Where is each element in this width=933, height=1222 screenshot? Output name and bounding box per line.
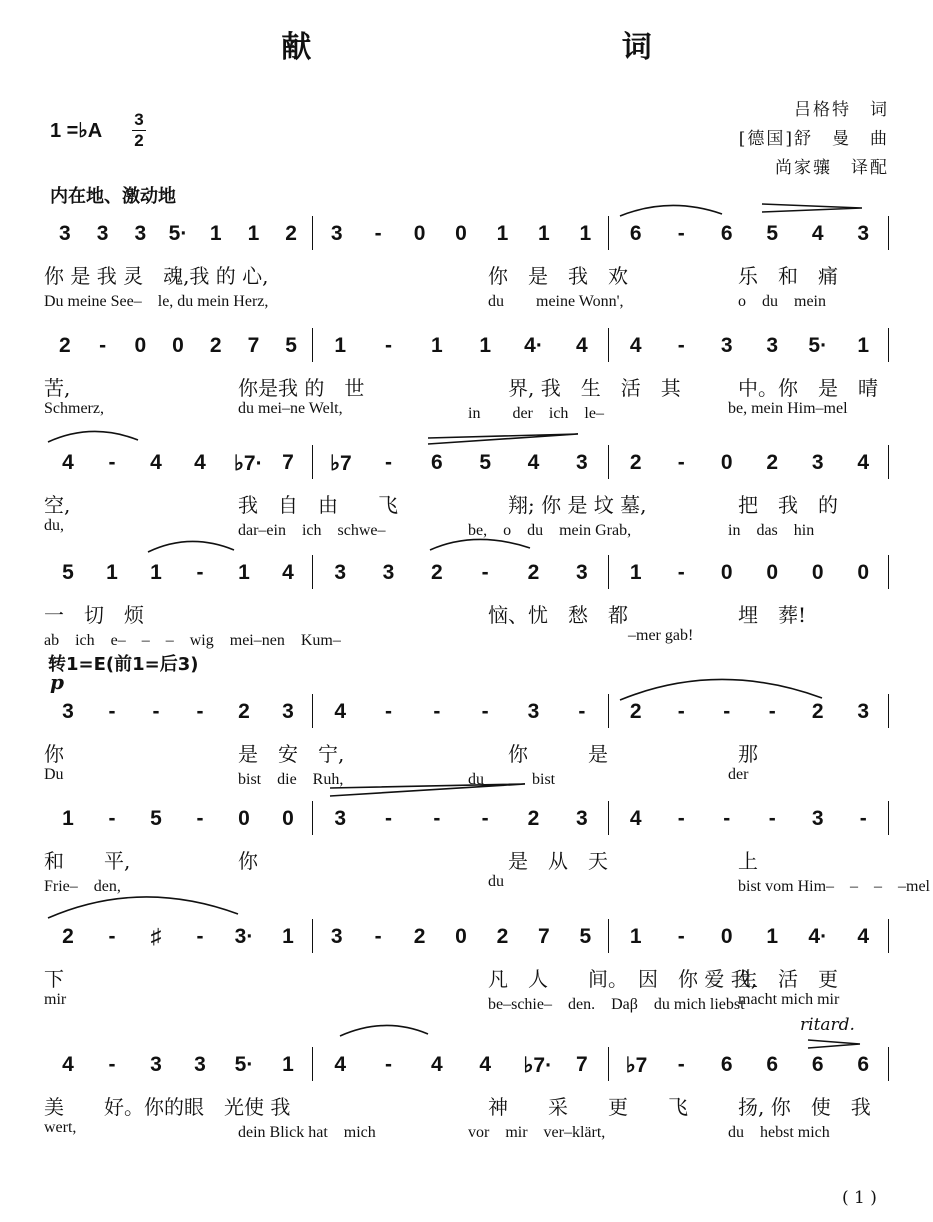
lyric-de: dar–ein ich schwe– <box>238 522 386 539</box>
lyric-zh: 扬, 你 使 我 <box>738 1095 871 1119</box>
note: 3 <box>334 561 346 584</box>
lyric-de: Schmerz, <box>44 400 104 417</box>
lyric-de: be–schie– den. Daβ du mich liebst <box>488 996 745 1013</box>
note: 0 <box>811 561 824 584</box>
note: 5· <box>808 334 828 357</box>
note: - <box>385 334 392 357</box>
note: 1 <box>150 561 162 584</box>
note: 4 <box>629 334 642 357</box>
note: 6 <box>629 222 642 245</box>
note: 3 <box>330 222 343 245</box>
lyric-de: Frie– den, <box>44 878 121 895</box>
note: - <box>481 700 489 723</box>
note: 2 <box>59 334 71 357</box>
note: 2 <box>766 451 779 474</box>
lyric-de: bist die Ruh, <box>238 771 344 788</box>
note: 1 <box>479 334 491 357</box>
note: 0 <box>134 334 147 357</box>
note: 3 <box>134 222 147 245</box>
note: 1 <box>629 925 642 948</box>
note: 4 <box>150 451 162 474</box>
note: 4 <box>334 700 346 723</box>
note: 4 <box>194 451 206 474</box>
note: 2 <box>527 807 540 830</box>
lyric-zh: 上 <box>738 849 758 873</box>
lyric-zh: 你 是 我 灵 魂,我 的 心, <box>44 264 269 288</box>
note: - <box>481 807 489 830</box>
note: 2 <box>62 925 74 948</box>
note: - <box>677 700 685 723</box>
note: 3 <box>282 700 294 723</box>
lyric-zh: 美 好。你的眼 光使 我 <box>44 1095 291 1119</box>
note: - <box>385 700 392 723</box>
note: 2 <box>209 334 222 357</box>
note: 1 <box>538 222 550 245</box>
note: ♭7· <box>523 1054 553 1077</box>
note: 4 <box>282 561 294 584</box>
lyric-de: vor mir ver–klärt, <box>468 1124 606 1141</box>
note: - <box>196 561 204 584</box>
meter-bottom: 2 <box>134 131 144 150</box>
note: 1 <box>282 925 294 948</box>
lyric-zh: 埋 葬! <box>738 603 807 627</box>
note: 4 <box>857 451 870 474</box>
note: 2 <box>629 451 642 474</box>
lyric-zh: 一 切 烦 <box>44 603 144 627</box>
tempo-marking: 内在地、激动地 <box>50 186 176 207</box>
lyric-de: –mer gab! <box>628 627 694 644</box>
dynamic-marking: p <box>50 670 64 694</box>
note: - <box>677 561 685 584</box>
note: - <box>385 1053 392 1076</box>
lyric-zh: 界, 我 生 活 其 <box>508 376 681 400</box>
lyric-zh: 我 自 由 飞 <box>238 493 398 517</box>
meter-top: 3 <box>134 110 144 129</box>
note: 0 <box>172 334 184 357</box>
lyric-de: be, o du mein Grab, <box>468 522 632 539</box>
note: 6 <box>720 222 733 245</box>
note: - <box>677 925 685 948</box>
lyric-zh: 你 <box>238 849 258 873</box>
note: 2 <box>811 700 824 723</box>
key-signature: 1 =♭A <box>50 120 103 142</box>
note: 4· <box>524 334 543 357</box>
note: 0 <box>455 222 467 245</box>
note: 4 <box>811 222 824 245</box>
note: ♭7 <box>330 452 352 475</box>
lyric-zh: 中。你 是 晴 <box>738 376 878 400</box>
note: 3 <box>62 700 74 723</box>
note: 4 <box>479 1053 491 1076</box>
lyric-zh: 空, <box>44 493 71 517</box>
note: - <box>108 807 116 830</box>
lyric-de: in das hin <box>728 522 815 539</box>
lyric-de: du meine Wonn', <box>488 293 624 310</box>
lyric-de: Du meine See– le, du mein Herz, <box>44 293 269 310</box>
note: 4 <box>575 334 588 357</box>
note: 1 <box>857 334 870 357</box>
lyric-de: du <box>488 873 504 890</box>
lyric-de: wert, <box>44 1119 77 1136</box>
note: 0 <box>720 561 733 584</box>
lyric-de: mir <box>44 991 67 1008</box>
lyric-zh: 那 <box>738 742 758 766</box>
lyric-zh: 生 活 更 <box>738 967 838 991</box>
note: 4 <box>62 451 74 474</box>
note: 0 <box>857 561 870 584</box>
note: - <box>385 451 392 474</box>
note: 3 <box>766 334 779 357</box>
note: 6 <box>766 1053 779 1076</box>
note: 4 <box>857 925 870 948</box>
note: 1 <box>209 222 222 245</box>
note: 1 <box>629 561 642 584</box>
note: - <box>768 807 776 830</box>
note: 0 <box>720 451 733 474</box>
note: 0 <box>455 925 467 948</box>
note: 5 <box>479 451 491 474</box>
note: - <box>152 700 160 723</box>
note: 4 <box>527 451 540 474</box>
note: ♭7· <box>234 452 263 475</box>
lyric-de: du, <box>44 517 64 534</box>
note: 3 <box>720 334 733 357</box>
note: ♯ <box>150 925 162 948</box>
note: - <box>108 1053 116 1076</box>
song-title: 献 词 <box>281 30 802 65</box>
note: - <box>677 1053 685 1076</box>
note: 3 <box>334 807 346 830</box>
note: - <box>859 807 867 830</box>
note: 1 <box>282 1053 294 1076</box>
note: - <box>196 925 204 948</box>
note: - <box>374 925 382 948</box>
note: 2 <box>629 700 642 723</box>
note: 1 <box>247 222 260 245</box>
note: - <box>374 222 382 245</box>
note: 2 <box>238 700 250 723</box>
note: - <box>99 334 107 357</box>
note: - <box>677 334 685 357</box>
lyric-zh: 是 安 宁, <box>238 742 345 766</box>
lyric-de: in der ich le– <box>468 405 604 422</box>
note: 3 <box>194 1053 206 1076</box>
note: - <box>481 561 489 584</box>
lyric-zh: 乐 和 痛 <box>738 264 838 288</box>
note: - <box>768 700 776 723</box>
note: 3 <box>96 222 109 245</box>
note: 7 <box>575 1053 588 1076</box>
note: 3 <box>330 925 343 948</box>
lyric-zh: 凡 人 间。 因 你 爱 我, <box>488 967 758 991</box>
note: 0 <box>413 222 426 245</box>
lyricist-credit: 吕格特 词 <box>794 100 889 120</box>
note: 3 <box>59 222 71 245</box>
note: - <box>385 807 392 830</box>
lyric-de: du mei–ne Welt, <box>238 400 343 417</box>
note: - <box>677 807 685 830</box>
note: 6 <box>857 1053 870 1076</box>
lyric-zh: 你 是 <box>508 742 608 766</box>
note: 6 <box>430 451 443 474</box>
note: 4 <box>430 1053 443 1076</box>
note: 5 <box>285 334 297 357</box>
note: 3 <box>575 561 588 584</box>
lyric-zh: 你是我 的 世 <box>238 376 365 400</box>
modulation-marking: 转1=E(前1=后3) <box>48 654 199 675</box>
note: - <box>433 700 441 723</box>
lyric-zh: 恼、忧 愁 都 <box>488 603 628 627</box>
lyric-de: macht mich mir <box>738 991 840 1008</box>
note: 7 <box>247 334 260 357</box>
note: ♭7 <box>625 1054 648 1077</box>
note: 4· <box>808 925 828 948</box>
lyric-zh: 苦, <box>44 376 71 400</box>
lyric-de: be, mein Him–mel <box>728 400 848 417</box>
lyric-de: o du mein <box>738 293 826 310</box>
note: - <box>108 925 116 948</box>
note: 2 <box>496 925 509 948</box>
note: 3 <box>857 222 870 245</box>
note: 5· <box>234 1053 254 1076</box>
note: 1 <box>106 561 118 584</box>
lyric-de: ab ich e– – – wig mei–nen Kum– <box>44 632 341 649</box>
note: 3 <box>575 451 588 474</box>
note: 1 <box>334 334 346 357</box>
note: 3 <box>811 451 824 474</box>
composer-credit: [德国]舒 曼 曲 <box>738 129 889 149</box>
note: 5 <box>150 807 162 830</box>
lyric-de: der <box>728 766 749 783</box>
lyric-de: Du <box>44 766 64 783</box>
note: 0 <box>238 807 250 830</box>
note: 7 <box>538 925 550 948</box>
note: 1 <box>62 807 74 830</box>
note: 3 <box>857 700 870 723</box>
lyric-zh: 翔; 你 是 坟 墓, <box>508 493 647 517</box>
lyric-zh: 神 采 更 飞 <box>488 1095 688 1119</box>
note: 2 <box>285 222 297 245</box>
lyric-zh: 下 <box>44 967 64 991</box>
note: 1 <box>579 222 592 245</box>
note: 2 <box>413 925 426 948</box>
lyric-zh: 把 我 的 <box>738 493 838 517</box>
note: 1 <box>766 925 779 948</box>
note: 3 <box>575 807 588 830</box>
lyric-zh: 你 <box>44 742 64 766</box>
note: - <box>677 451 685 474</box>
lyric-de: du bist <box>468 771 556 788</box>
note: - <box>677 222 685 245</box>
note: 6 <box>720 1053 733 1076</box>
lyric-zh: 和 平, <box>44 849 131 873</box>
note: 0 <box>766 561 779 584</box>
note: 5· <box>168 222 188 245</box>
note: - <box>196 807 204 830</box>
note: 5 <box>62 561 74 584</box>
note: - <box>196 700 204 723</box>
note: 1 <box>496 222 509 245</box>
note: 3 <box>811 807 824 830</box>
note: - <box>723 807 731 830</box>
note: 3 <box>382 561 395 584</box>
note: - <box>108 700 116 723</box>
note: 3· <box>234 925 254 948</box>
translator-credit: 尚家骧 译配 <box>775 158 889 178</box>
ritard-marking: ritard. <box>800 1015 855 1035</box>
note: 5 <box>579 925 592 948</box>
note: 2 <box>527 561 540 584</box>
note: 0 <box>282 807 294 830</box>
note: 6 <box>811 1053 824 1076</box>
lyric-de: du hebst mich <box>728 1124 830 1141</box>
note: - <box>578 700 586 723</box>
note: 1 <box>430 334 443 357</box>
lyric-zh: 你 是 我 欢 <box>488 264 628 288</box>
lyric-zh: 是 从 天 <box>508 849 608 873</box>
lyric-de: bist vom Him– – – –mel <box>738 878 931 895</box>
note: 4 <box>62 1053 74 1076</box>
note: - <box>723 700 731 723</box>
note: 4 <box>629 807 642 830</box>
note: 3 <box>150 1053 162 1076</box>
note: - <box>433 807 441 830</box>
note: 3 <box>527 700 540 723</box>
note: 7 <box>282 451 294 474</box>
note: 2 <box>430 561 443 584</box>
note: - <box>108 451 116 474</box>
lyric-de: dein Blick hat mich <box>238 1124 376 1141</box>
note: 0 <box>720 925 733 948</box>
note: 4 <box>334 1053 346 1076</box>
page-number: ( 1 ) <box>842 1188 877 1208</box>
note: 1 <box>238 561 250 584</box>
note: 5 <box>766 222 779 245</box>
